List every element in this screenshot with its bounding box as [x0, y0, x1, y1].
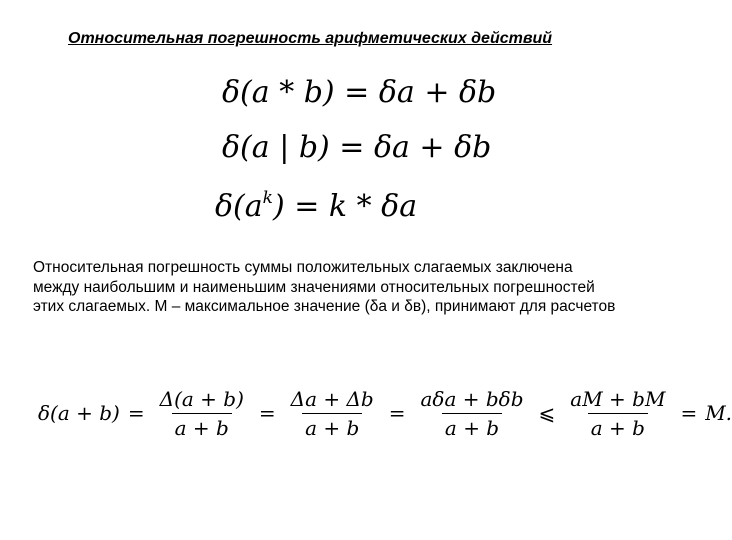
formula-power: [215, 190, 417, 222]
less-or-equal-sign: ⩽: [538, 401, 556, 425]
equals-sign: =: [680, 401, 698, 425]
fraction-denominator: a + b: [588, 413, 648, 440]
formula-power-exponent: k: [262, 188, 273, 208]
derivation-lhs: δ(a + b): [38, 401, 120, 425]
equals-sign: =: [127, 401, 145, 425]
fraction-absolute-error: [157, 387, 247, 440]
derivation-rhs: M.: [705, 401, 732, 425]
equals-sign: =: [388, 401, 406, 425]
paragraph-line: между наибольшим и наименьшим значениями относительных погрешностей: [33, 278, 595, 296]
fraction-denominator: a + b: [442, 413, 502, 440]
fraction-denominator: a + b: [172, 413, 232, 440]
fraction-denominator: a + b: [302, 413, 362, 440]
slide-title: Относительная погрешность арифметических действий: [68, 30, 553, 47]
formula-power-rest: ) = k * δa: [272, 189, 418, 224]
explanation-paragraph: [33, 258, 717, 317]
fraction-numerator: Δa + Δb: [290, 386, 374, 411]
fraction-sum-of-errors: [288, 387, 377, 440]
formula-division: δ(a | b) = δa + δb: [222, 130, 492, 165]
paragraph-line: этих слагаемых. М – максимальное значение (δa и δв), принимают для расчетов: [33, 298, 616, 315]
fraction-weighted-relative-errors: [418, 387, 527, 440]
paragraph-line: Относительная погрешность суммы положительных слагаемых заключена: [33, 259, 573, 276]
sum-error-derivation: [38, 382, 732, 444]
fraction-numerator: aδa + bδb: [420, 386, 524, 411]
formula-power-base: δ(a: [215, 189, 263, 224]
fraction-numerator: Δ(a + b): [159, 386, 244, 411]
fraction-max-bound: [567, 387, 668, 440]
fraction-numerator: aM + bM: [570, 386, 666, 411]
formula-product-quotient: δ(a * b) = δa + δb: [222, 75, 497, 110]
equals-sign: =: [258, 401, 276, 425]
